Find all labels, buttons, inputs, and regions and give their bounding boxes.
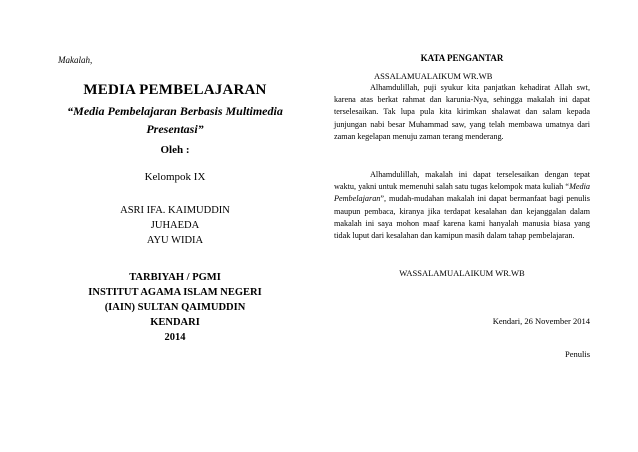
course-name: Media Pembelajaran bbox=[334, 182, 590, 204]
paragraph-text: Alhamdulillah, makalah ini dapat terselesaikan dengan tepat waktu, yakni untuk memenuhi salah satu tugas kelompok mata kuliah “ bbox=[334, 170, 590, 192]
author-signature: Penulis bbox=[564, 349, 590, 359]
member-name: JUHAEDA bbox=[150, 220, 200, 231]
year-line: 2014 bbox=[164, 332, 186, 343]
faculty-line: TARBIYAH / PGMI bbox=[129, 272, 221, 283]
place-date: Kendari, 26 November 2014 bbox=[492, 316, 590, 326]
cover-subtitle: “Media Pembelajaran Berbasis Multimedia Presentasi” bbox=[67, 104, 283, 136]
closing-greeting: WASSALAMUALAIKUM WR.WB bbox=[399, 268, 525, 278]
author-label: Oleh : bbox=[160, 144, 190, 156]
member-list bbox=[40, 203, 310, 248]
institution-line: INSTITUT AGAMA ISLAM NEGERI bbox=[88, 287, 262, 298]
preface-paragraph: Alhamdulillah, puji syukur kita panjatkan kehadirat Allah swt, karena atas berkat rahmat dan karunia-Nya, sehingga makalah ini dapat terselesaikan. Tak lupa pula kita kirimkan shalawat dan salam kepada junjungan nabi besar Muhammad saw, yang telah membawa umatnya dari zaman kegelapan menuju zaman terang menderang. bbox=[334, 83, 590, 141]
opening-greeting: ASSALAMUALAIKUM WR.WB bbox=[374, 71, 493, 81]
preface-paragraph bbox=[334, 169, 590, 242]
institution-line: (IAIN) SULTAN QAIMUDDIN bbox=[104, 302, 246, 313]
member-name: AYU WIDIA bbox=[146, 235, 204, 246]
paragraph-text: ”, mudah-mudahan makalah ini dapat bermanfaat bagi penulis maupun pembaca, kiranya jika terdapat kesalahan dan kejanggalan dalam makalah ini saya mohon maaf karena kami hanyalah manusia biasa yang tidak luput dari kesalahan dan kamipun masih dalam tahap pembelajaran. bbox=[334, 194, 590, 241]
group-name: Kelompok IX bbox=[144, 171, 206, 183]
institution-block bbox=[40, 270, 310, 345]
member-name: ASRI IFA. KAIMUDDIN bbox=[120, 205, 230, 216]
document-type-label: Makalah, bbox=[58, 55, 93, 65]
preface-page bbox=[334, 0, 590, 452]
city-line: KENDARI bbox=[150, 317, 200, 328]
cover-title: MEDIA PEMBELAJARAN bbox=[83, 82, 267, 98]
preface-heading: KATA PENGANTAR bbox=[420, 53, 504, 63]
